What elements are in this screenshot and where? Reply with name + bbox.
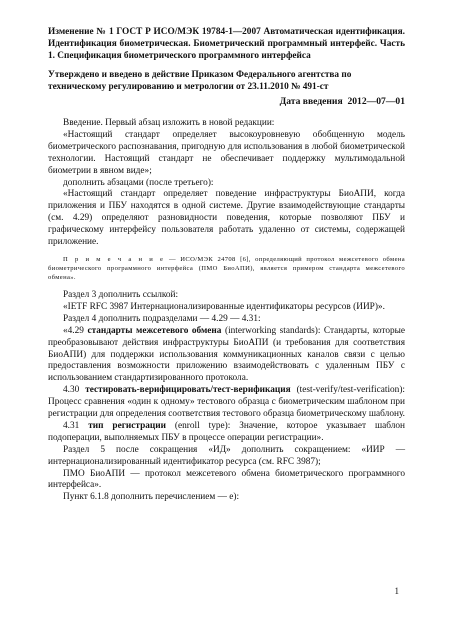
definition-term: тип регистрации: [88, 420, 166, 431]
paragraph-6-1-8: Пункт 6.1.8 дополнить перечислением — е):: [63, 492, 240, 503]
paragraph-intro: Введение. Первый абзац изложить в новой редакции:: [63, 118, 275, 129]
amendment-title: Изменение № 1 ГОСТ Р ИСО/МЭК 19784-1—2007 Автоматическая идентификация. Идентификация биометрическая. Биометрический программный интерфейс. Часть 1. Спецификация биометрического программного интерфейса: [48, 27, 405, 62]
definition-text: (interworking standards): Стандарты, которые преобразовывают действия инфраструктуры БиоАПИ (и требования для соответствия БиоАПИ) для поддержки использования коммуникационных каналов связи с целью предоставления возможности приложению взаимодействовать с удаленным ПБУ с использованием стандартизированного протокола.: [48, 325, 405, 384]
definition-4-30: [48, 385, 405, 421]
approval-statement: Утверждено и введено в действие Приказом Федерального агентства по техническому регулированию и метрологии от 23.11.2010 № 491-ст: [48, 69, 352, 92]
paragraph-quote-1: «Настоящий стандарт определяет высокоуровневую обобщенную модель биометрического распознавания, пригодную для использования в любой биометрической технологии. Настоящий стандарт не обеспечивает поддержку мультимодальной биометрии в явном виде»;: [48, 129, 405, 176]
paragraph-pmo-biapi: ПМО БиоАПИ — протокол межсетевого обмена биометрического программного интерфейса».: [48, 468, 405, 491]
paragraph-section-4: Раздел 4 дополнить подразделами — 4.29 — 4.31:: [63, 313, 261, 324]
paragraph-section-3: Раздел 3 дополнить ссылкой:: [63, 289, 179, 300]
note: [48, 255, 405, 282]
date-value: 2012—07—01: [347, 96, 405, 108]
paragraph-ietf-reference: «IETF RFC 3987 Интернационализированные идентификаторы ресурсов (ИИР)».: [63, 301, 385, 312]
definition-number: «4.29: [63, 325, 88, 336]
definition-4-29: [48, 326, 405, 386]
effective-date: [48, 96, 405, 108]
definition-term: тестировать-верифицировать/тест-верификация: [85, 385, 291, 396]
paragraph-section-5: Раздел 5 после сокращения «ИД» дополнить сокращением: «ИИР — интернационализированный идентификатор ресурса (см. RFC 3987);: [48, 444, 405, 467]
definition-text: (test-verify/test-verification): Процесс сравнения «один к одному» тестового образца с биометрическим шаблоном при регистрации для определения соответствия тестового образца биометрическому шаблону.: [48, 385, 405, 420]
note-text: — ИСО/МЭК 24708 [6], определяющий протокол межсетевого обмена биометрического программного интерфейса (ПМО БиоАПИ), является примером стандарта межсетевого обмена».: [48, 255, 405, 281]
note-label: П р и м е ч а н и е: [63, 255, 165, 263]
paragraph-quote-2: «Настоящий стандарт определяет поведение инфраструктуры БиоАПИ, когда приложения и ПБУ находятся в одной системе. Другие взаимодействующие стандарты (см. 4.29) определяют разновидности поведения, которые позволяют ПБУ и графическому интерфейсу пользователя работать удаленно от системы, содержащей приложение.: [48, 189, 405, 248]
definition-4-31: [48, 421, 405, 445]
document-body: [48, 118, 405, 504]
definition-number: 4.30: [63, 385, 86, 396]
definition-text: (enroll type): Значение, которое указывает шаблон подоперации, выполняемых ПБУ в процессе операции регистрации».: [48, 420, 405, 443]
date-label: Дата введения: [279, 96, 343, 108]
definition-number: 4.31: [63, 420, 89, 431]
page-number: 1: [394, 586, 399, 596]
paragraph-instruction: дополнить абзацами (после третьего):: [63, 177, 214, 188]
definition-term: стандарты межсетевого обмена: [87, 325, 222, 336]
